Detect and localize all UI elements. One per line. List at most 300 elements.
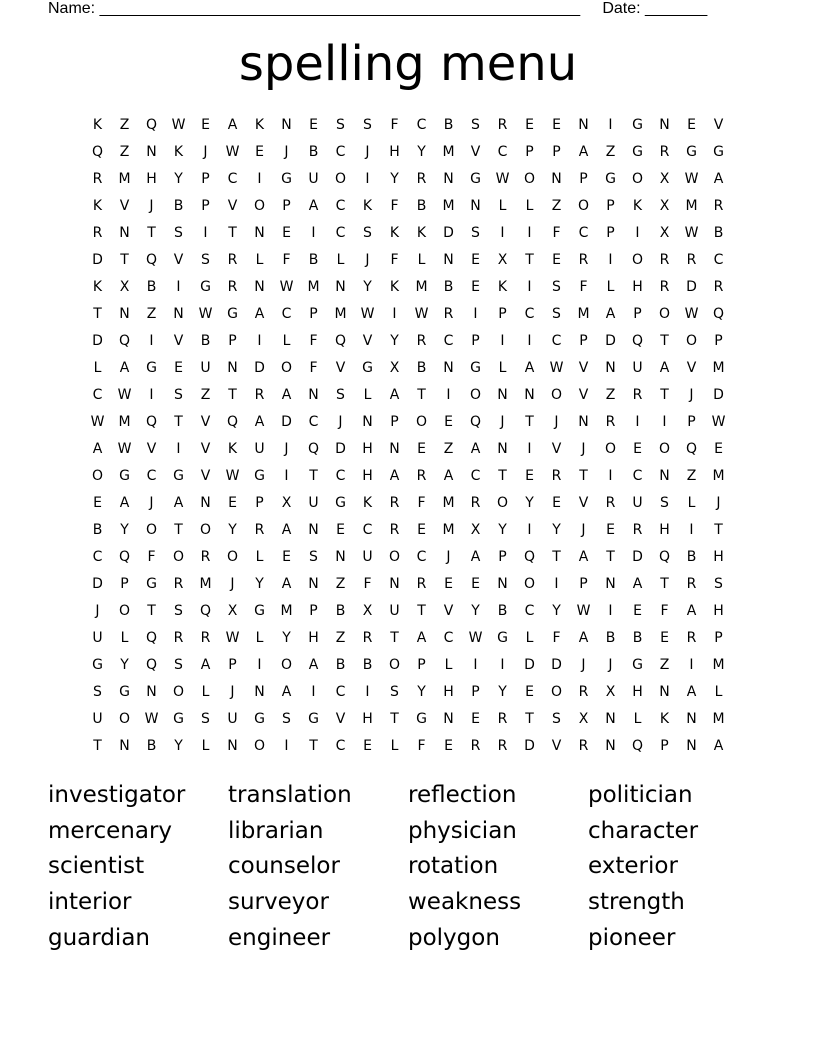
grid-letter: I xyxy=(365,170,370,187)
grid-letter: P xyxy=(498,548,507,565)
grid-letter: P xyxy=(282,197,291,214)
grid-letter: W xyxy=(684,170,699,187)
grid-letter: N xyxy=(146,683,157,700)
grid-letter: P xyxy=(228,656,237,673)
grid-letter: I xyxy=(284,737,289,754)
grid-letter: S xyxy=(282,710,291,727)
grid-row xyxy=(84,705,732,732)
grid-letter: N xyxy=(173,305,184,322)
grid-letter: H xyxy=(713,548,724,565)
grid-letter: I xyxy=(500,656,505,673)
grid-letter: J xyxy=(284,143,289,160)
grid-letter: F xyxy=(390,116,399,133)
grid-letter: A xyxy=(254,305,265,322)
grid-letter: P xyxy=(606,197,615,214)
grid-letter: Y xyxy=(417,143,426,160)
grid-letter: Y xyxy=(417,683,426,700)
word-list-item: scientist xyxy=(48,853,145,880)
grid-letter: L xyxy=(687,494,696,511)
grid-letter: G xyxy=(335,494,346,511)
grid-letter: D xyxy=(605,332,616,349)
grid-letter: Y xyxy=(390,332,399,349)
grid-letter: Y xyxy=(390,170,399,187)
grid-letter: M xyxy=(334,305,347,322)
grid-letter: R xyxy=(254,521,265,538)
grid-letter: N xyxy=(281,116,292,133)
grid-row xyxy=(84,381,732,408)
grid-letter: V xyxy=(578,359,589,376)
grid-letter: E xyxy=(417,521,426,538)
word-list-item: weakness xyxy=(408,889,522,916)
grid-letter: M xyxy=(442,143,455,160)
grid-letter: K xyxy=(227,440,238,457)
grid-letter: G xyxy=(227,305,238,322)
grid-letter: J xyxy=(338,413,343,430)
grid-letter: X xyxy=(497,251,508,268)
grid-letter: I xyxy=(257,170,262,187)
grid-letter: H xyxy=(659,521,670,538)
grid-letter: G xyxy=(362,359,373,376)
grid-letter: I xyxy=(608,116,613,133)
grid-letter: P xyxy=(525,143,534,160)
grid-letter: J xyxy=(203,143,208,160)
grid-letter: T xyxy=(309,467,318,484)
grid-letter: S xyxy=(552,278,561,295)
grid-letter: R xyxy=(200,629,211,646)
grid-letter: D xyxy=(686,278,697,295)
grid-letter: W xyxy=(225,143,240,160)
grid-letter: O xyxy=(199,521,212,538)
grid-letter: Y xyxy=(498,521,507,538)
grid-letter: B xyxy=(443,116,454,133)
word-list-item: strength xyxy=(588,889,685,916)
grid-letter: E xyxy=(444,575,453,592)
grid-row xyxy=(84,165,732,192)
grid-letter: K xyxy=(92,278,103,295)
grid-letter: U xyxy=(389,602,400,619)
grid-letter: A xyxy=(578,629,589,646)
grid-letter: I xyxy=(527,224,532,241)
grid-letter: L xyxy=(606,278,615,295)
grid-letter: R xyxy=(632,386,643,403)
grid-letter: I xyxy=(689,656,694,673)
grid-letter: I xyxy=(527,278,532,295)
grid-letter: M xyxy=(118,170,131,187)
grid-letter: V xyxy=(173,251,184,268)
grid-letter: J xyxy=(95,602,100,619)
grid-letter: X xyxy=(281,494,292,511)
word-list-item: exterior xyxy=(588,853,678,880)
grid-letter: B xyxy=(173,197,184,214)
grid-letter: E xyxy=(714,440,723,457)
grid-letter: S xyxy=(363,116,372,133)
grid-letter: O xyxy=(334,170,347,187)
grid-letter: L xyxy=(498,197,507,214)
grid-letter: A xyxy=(119,359,130,376)
grid-letter: V xyxy=(200,467,211,484)
grid-letter: E xyxy=(282,224,291,241)
grid-letter: M xyxy=(280,602,293,619)
grid-letter: Z xyxy=(335,629,346,646)
grid-letter: N xyxy=(200,494,211,511)
grid-letter: N xyxy=(308,521,319,538)
grid-letter: G xyxy=(632,116,643,133)
grid-letter: R xyxy=(173,629,184,646)
word-list-item: physician xyxy=(408,817,517,844)
grid-letter: N xyxy=(659,116,670,133)
grid-letter: N xyxy=(443,359,454,376)
grid-row xyxy=(84,192,732,219)
grid-letter: T xyxy=(714,521,723,538)
grid-row xyxy=(84,678,732,705)
grid-letter: F xyxy=(579,278,588,295)
grid-letter: J xyxy=(581,521,586,538)
grid-letter: S xyxy=(336,386,345,403)
grid-letter: T xyxy=(606,548,615,565)
grid-letter: X xyxy=(659,224,670,241)
grid-letter: K xyxy=(362,494,373,511)
grid-letter: X xyxy=(227,602,238,619)
grid-letter: N xyxy=(119,305,130,322)
grid-letter: P xyxy=(633,305,642,322)
grid-letter: X xyxy=(362,602,373,619)
grid-letter: G xyxy=(632,656,643,673)
grid-letter: L xyxy=(255,629,264,646)
grid-letter: R xyxy=(605,494,616,511)
grid-letter: I xyxy=(527,521,532,538)
grid-letter: B xyxy=(146,737,157,754)
grid-letter: G xyxy=(470,170,481,187)
grid-letter: N xyxy=(443,170,454,187)
grid-letter: I xyxy=(608,467,613,484)
grid-letter: U xyxy=(362,548,373,565)
grid-letter: Q xyxy=(226,413,239,430)
grid-letter: C xyxy=(416,548,427,565)
grid-letter: I xyxy=(149,332,154,349)
grid-letter: Y xyxy=(174,737,183,754)
grid-letter: W xyxy=(576,602,591,619)
grid-letter: E xyxy=(552,116,561,133)
grid-letter: N xyxy=(578,413,589,430)
word-list xyxy=(48,778,788,956)
grid-letter: M xyxy=(442,197,455,214)
grid-letter: N xyxy=(308,386,319,403)
grid-letter: R xyxy=(254,386,265,403)
grid-letter: Z xyxy=(146,305,157,322)
grid-letter: R xyxy=(92,170,103,187)
grid-letter: L xyxy=(363,386,372,403)
grid-letter: J xyxy=(446,548,451,565)
word-list-item: rotation xyxy=(408,853,499,880)
grid-letter: L xyxy=(255,251,264,268)
grid-letter: L xyxy=(498,359,507,376)
grid-letter: H xyxy=(443,683,454,700)
grid-row xyxy=(84,732,732,759)
grid-letter: K xyxy=(632,197,643,214)
grid-letter: N xyxy=(497,386,508,403)
grid-letter: E xyxy=(444,737,453,754)
grid-letter: C xyxy=(281,305,292,322)
grid-letter: S xyxy=(714,575,723,592)
grid-letter: Y xyxy=(498,683,507,700)
grid-row xyxy=(84,327,732,354)
grid-letter: A xyxy=(227,116,238,133)
grid-letter: H xyxy=(362,467,373,484)
grid-row xyxy=(84,219,732,246)
grid-letter: T xyxy=(579,467,588,484)
word-list-item: reflection xyxy=(408,782,517,808)
grid-letter: V xyxy=(551,737,562,754)
grid-letter: G xyxy=(254,710,265,727)
grid-letter: G xyxy=(470,359,481,376)
grid-letter: N xyxy=(497,575,508,592)
grid-letter: W xyxy=(225,467,240,484)
grid-letter: W xyxy=(144,710,159,727)
grid-letter: O xyxy=(631,170,644,187)
grid-letter: E xyxy=(282,548,291,565)
grid-letter: J xyxy=(500,413,505,430)
grid-letter: G xyxy=(173,467,184,484)
grid-letter: O xyxy=(685,332,698,349)
grid-letter: E xyxy=(471,278,480,295)
grid-letter: Q xyxy=(469,413,482,430)
grid-letter: N xyxy=(605,359,616,376)
grid-letter: W xyxy=(117,386,132,403)
grid-letter: O xyxy=(145,521,158,538)
grid-letter: C xyxy=(632,467,643,484)
grid-letter: N xyxy=(605,710,616,727)
grid-letter: R xyxy=(686,251,697,268)
grid-letter: T xyxy=(390,710,399,727)
grid-letter: R xyxy=(389,521,400,538)
grid-letter: A xyxy=(578,143,589,160)
grid-letter: R xyxy=(605,413,616,430)
grid-letter: O xyxy=(172,548,185,565)
grid-letter: N xyxy=(389,440,400,457)
grid-letter: O xyxy=(550,683,563,700)
word-list-item: investigator xyxy=(48,782,186,808)
grid-letter: D xyxy=(524,737,535,754)
grid-row xyxy=(84,462,732,489)
grid-letter: A xyxy=(632,575,643,592)
grid-letter: E xyxy=(471,710,480,727)
grid-letter: Q xyxy=(523,548,536,565)
grid-letter: B xyxy=(335,602,346,619)
grid-letter: Q xyxy=(685,440,698,457)
grid-letter: W xyxy=(279,278,294,295)
grid-letter: E xyxy=(309,116,318,133)
grid-letter: V xyxy=(173,332,184,349)
grid-letter: R xyxy=(416,467,427,484)
grid-letter: G xyxy=(308,710,319,727)
grid-row xyxy=(84,435,732,462)
grid-letter: T xyxy=(660,386,669,403)
grid-letter: B xyxy=(443,278,454,295)
grid-letter: R xyxy=(497,710,508,727)
grid-letter: P xyxy=(471,683,480,700)
grid-letter: R xyxy=(686,629,697,646)
grid-letter: I xyxy=(608,602,613,619)
grid-letter: A xyxy=(524,359,535,376)
grid-letter: L xyxy=(255,548,264,565)
grid-letter: L xyxy=(336,251,345,268)
grid-letter: J xyxy=(230,575,235,592)
grid-letter: R xyxy=(362,629,373,646)
grid-letter: O xyxy=(577,197,590,214)
grid-letter: T xyxy=(228,224,237,241)
grid-row xyxy=(84,489,732,516)
grid-letter: B xyxy=(713,224,724,241)
grid-letter: U xyxy=(92,710,103,727)
grid-letter: C xyxy=(92,386,103,403)
grid-letter: C xyxy=(335,197,346,214)
grid-letter: P xyxy=(120,575,129,592)
grid-letter: J xyxy=(608,656,613,673)
grid-letter: S xyxy=(660,494,669,511)
grid-letter: A xyxy=(119,494,130,511)
grid-letter: F xyxy=(363,575,372,592)
grid-letter: T xyxy=(552,548,561,565)
grid-letter: R xyxy=(659,143,670,160)
grid-letter: N xyxy=(551,170,562,187)
grid-letter: A xyxy=(713,170,724,187)
grid-letter: J xyxy=(689,386,694,403)
grid-letter: Q xyxy=(145,629,158,646)
grid-letter: L xyxy=(714,683,723,700)
grid-letter: T xyxy=(660,575,669,592)
grid-letter: L xyxy=(525,197,534,214)
grid-letter: X xyxy=(659,170,670,187)
grid-letter: O xyxy=(280,359,293,376)
grid-letter: B xyxy=(416,197,427,214)
grid-letter: M xyxy=(577,305,590,322)
grid-letter: R xyxy=(416,170,427,187)
grid-letter: W xyxy=(198,305,213,322)
grid-letter: J xyxy=(149,494,154,511)
grid-letter: W xyxy=(117,440,132,457)
grid-letter: S xyxy=(93,683,102,700)
grid-letter: E xyxy=(417,440,426,457)
grid-letter: G xyxy=(146,359,157,376)
grid-letter: C xyxy=(524,305,535,322)
grid-letter: K xyxy=(497,278,508,295)
grid-letter: V xyxy=(362,332,373,349)
grid-letter: N xyxy=(389,575,400,592)
grid-letter: O xyxy=(658,305,671,322)
grid-letter: Q xyxy=(145,116,158,133)
grid-letter: S xyxy=(471,224,480,241)
grid-letter: F xyxy=(309,332,318,349)
grid-letter: L xyxy=(282,332,291,349)
word-list-item: guardian xyxy=(48,924,150,951)
grid-letter: C xyxy=(335,467,346,484)
grid-letter: D xyxy=(713,386,724,403)
grid-letter: A xyxy=(92,440,103,457)
grid-letter: X xyxy=(605,683,616,700)
grid-letter: A xyxy=(389,467,400,484)
grid-letter: W xyxy=(171,116,186,133)
grid-letter: C xyxy=(470,467,481,484)
grid-letter: T xyxy=(309,737,318,754)
grid-letter: X xyxy=(578,710,589,727)
grid-letter: C xyxy=(362,521,373,538)
grid-letter: S xyxy=(309,548,318,565)
grid-letter: K xyxy=(173,143,184,160)
word-list-item: translation xyxy=(228,782,352,808)
grid-letter: A xyxy=(470,548,481,565)
grid-letter: K xyxy=(389,278,400,295)
grid-letter: V xyxy=(713,116,724,133)
grid-letter: I xyxy=(446,386,451,403)
grid-letter: B xyxy=(632,629,643,646)
grid-letter: I xyxy=(689,521,694,538)
grid-letter: R xyxy=(497,737,508,754)
grid-letter: V xyxy=(443,602,454,619)
grid-letter: M xyxy=(712,359,725,376)
grid-letter: I xyxy=(473,305,478,322)
grid-letter: I xyxy=(284,467,289,484)
grid-row xyxy=(84,651,732,678)
grid-letter: R xyxy=(470,494,481,511)
grid-letter: K xyxy=(92,116,103,133)
grid-letter: T xyxy=(417,386,426,403)
grid-row xyxy=(84,516,732,543)
grid-letter: G xyxy=(605,170,616,187)
grid-letter: N xyxy=(254,683,265,700)
grid-letter: K xyxy=(659,710,670,727)
grid-letter: P xyxy=(714,629,723,646)
grid-letter: E xyxy=(606,521,615,538)
grid-letter: H xyxy=(362,440,373,457)
grid-letter: H xyxy=(389,143,400,160)
grid-letter: M xyxy=(712,467,725,484)
grid-letter: R xyxy=(578,251,589,268)
grid-letter: P xyxy=(471,332,480,349)
grid-letter: P xyxy=(660,737,669,754)
grid-letter: P xyxy=(579,170,588,187)
grid-letter: T xyxy=(498,467,507,484)
grid-letter: R xyxy=(713,197,724,214)
grid-letter: J xyxy=(149,197,154,214)
grid-letter: D xyxy=(443,224,454,241)
grid-letter: U xyxy=(200,359,211,376)
grid-letter: N xyxy=(443,251,454,268)
grid-letter: P xyxy=(579,575,588,592)
grid-letter: Z xyxy=(443,440,454,457)
grid-letter: U xyxy=(632,494,643,511)
grid-row xyxy=(84,624,732,651)
grid-letter: P xyxy=(309,602,318,619)
grid-letter: B xyxy=(686,548,697,565)
grid-letter: H xyxy=(362,710,373,727)
grid-letter: R xyxy=(173,575,184,592)
grid-letter: I xyxy=(635,413,640,430)
grid-letter: O xyxy=(280,656,293,673)
grid-letter: M xyxy=(118,413,131,430)
grid-letter: T xyxy=(93,305,102,322)
grid-letter: F xyxy=(282,251,291,268)
grid-letter: K xyxy=(416,224,427,241)
grid-letter: B xyxy=(200,332,211,349)
grid-letter: F xyxy=(552,224,561,241)
word-list-item: engineer xyxy=(228,924,331,951)
grid-letter: Y xyxy=(228,521,237,538)
grid-letter: E xyxy=(93,494,102,511)
grid-letter: S xyxy=(390,683,399,700)
grid-letter: I xyxy=(365,683,370,700)
grid-letter: B xyxy=(146,278,157,295)
grid-letter: D xyxy=(92,575,103,592)
